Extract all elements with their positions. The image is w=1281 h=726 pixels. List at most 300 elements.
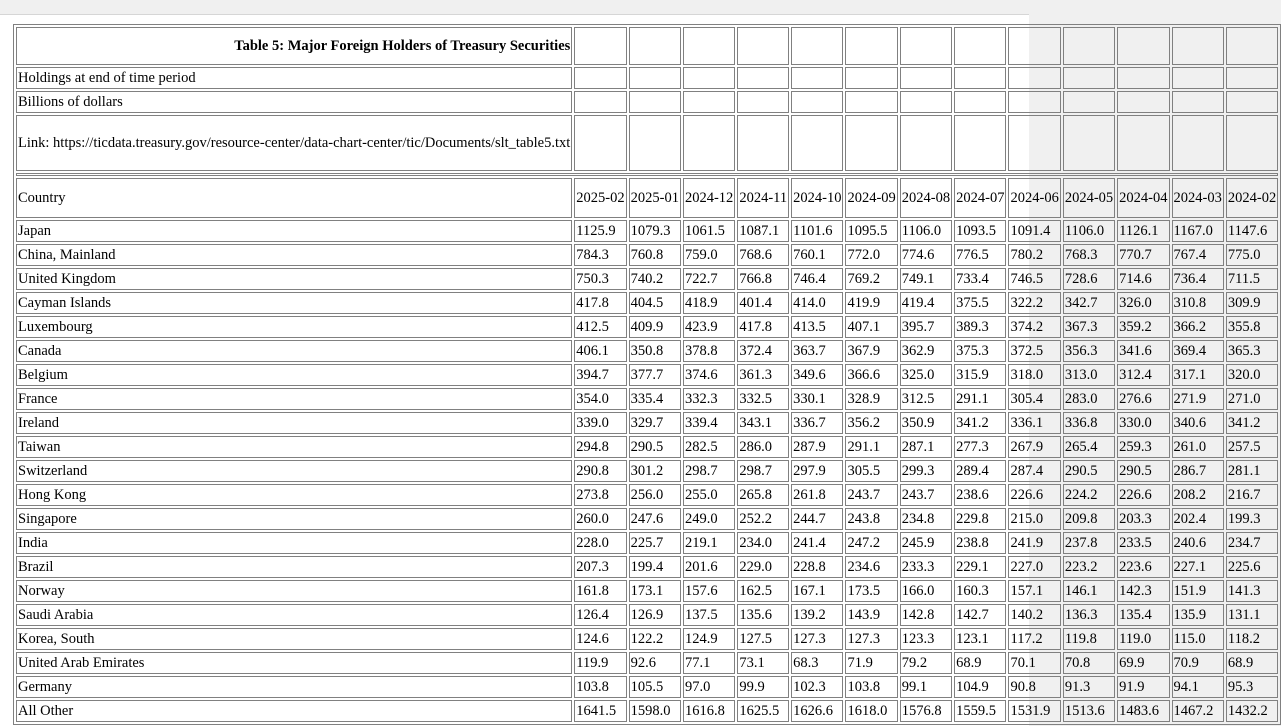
country-cell: France (16, 388, 572, 410)
value-cell: 760.8 (629, 244, 681, 266)
value-cell: 750.3 (574, 268, 626, 290)
country-cell: Belgium (16, 364, 572, 386)
value-cell: 208.2 (1172, 484, 1224, 506)
value-cell: 341.2 (954, 412, 1006, 434)
value-cell: 298.7 (683, 460, 735, 482)
value-cell: 365.3 (1226, 340, 1278, 362)
value-cell: 70.9 (1172, 652, 1224, 674)
value-cell: 226.6 (1008, 484, 1060, 506)
value-cell: 241.4 (791, 532, 843, 554)
value-cell: 374.6 (683, 364, 735, 386)
period-header: 2024-11 (737, 178, 789, 218)
value-cell: 310.8 (1172, 292, 1224, 314)
value-cell: 1483.6 (1117, 700, 1169, 722)
value-cell: 1641.5 (574, 700, 626, 722)
value-cell: 1626.6 (791, 700, 843, 722)
value-cell: 1616.8 (683, 700, 735, 722)
value-cell: 418.9 (683, 292, 735, 314)
value-cell: 234.8 (900, 508, 952, 530)
table-row (16, 436, 1278, 458)
value-cell: 749.1 (900, 268, 952, 290)
value-cell: 406.1 (574, 340, 626, 362)
value-cell: 291.1 (954, 388, 1006, 410)
value-cell: 69.9 (1117, 652, 1169, 674)
value-cell: 173.1 (629, 580, 681, 602)
table-row (16, 580, 1278, 602)
value-cell: 733.4 (954, 268, 1006, 290)
value-cell: 317.1 (1172, 364, 1224, 386)
period-header: 2024-06 (1008, 178, 1060, 218)
value-cell: 772.0 (845, 244, 897, 266)
value-cell: 417.8 (737, 316, 789, 338)
value-cell: 199.3 (1226, 508, 1278, 530)
value-cell: 287.9 (791, 436, 843, 458)
value-cell: 286.0 (737, 436, 789, 458)
value-cell: 157.1 (1008, 580, 1060, 602)
table-row (16, 628, 1278, 650)
value-cell: 126.9 (629, 604, 681, 626)
value-cell: 243.8 (845, 508, 897, 530)
table-row (16, 532, 1278, 554)
value-cell: 417.8 (574, 292, 626, 314)
table-row (16, 388, 1278, 410)
value-cell: 714.6 (1117, 268, 1169, 290)
value-cell: 1147.6 (1226, 220, 1278, 242)
value-cell: 124.6 (574, 628, 626, 650)
period-header: 2024-02 (1226, 178, 1278, 218)
value-cell: 233.5 (1117, 532, 1169, 554)
value-cell: 265.8 (737, 484, 789, 506)
country-cell: Ireland (16, 412, 572, 434)
value-cell: 71.9 (845, 652, 897, 674)
value-cell: 249.0 (683, 508, 735, 530)
value-cell: 99.1 (900, 676, 952, 698)
value-cell: 136.3 (1063, 604, 1115, 626)
value-cell: 287.1 (900, 436, 952, 458)
value-cell: 375.5 (954, 292, 1006, 314)
value-cell: 238.8 (954, 532, 1006, 554)
value-cell: 407.1 (845, 316, 897, 338)
value-cell: 291.1 (845, 436, 897, 458)
value-cell: 335.4 (629, 388, 681, 410)
value-cell: 77.1 (683, 652, 735, 674)
value-cell: 273.8 (574, 484, 626, 506)
value-cell: 784.3 (574, 244, 626, 266)
table-row (16, 460, 1278, 482)
value-cell: 767.4 (1172, 244, 1224, 266)
value-cell: 330.0 (1117, 412, 1169, 434)
value-cell: 95.3 (1226, 676, 1278, 698)
value-cell: 161.8 (574, 580, 626, 602)
value-cell: 350.8 (629, 340, 681, 362)
title-row (16, 27, 1278, 65)
value-cell: 79.2 (900, 652, 952, 674)
value-cell: 330.1 (791, 388, 843, 410)
value-cell: 252.2 (737, 508, 789, 530)
value-cell: 290.8 (574, 460, 626, 482)
link-row (16, 115, 1278, 171)
value-cell: 160.3 (954, 580, 1006, 602)
value-cell: 265.4 (1063, 436, 1115, 458)
value-cell: 146.1 (1063, 580, 1115, 602)
value-cell: 103.8 (574, 676, 626, 698)
value-cell: 229.0 (737, 556, 789, 578)
value-cell: 223.6 (1117, 556, 1169, 578)
value-cell: 247.2 (845, 532, 897, 554)
value-cell: 297.9 (791, 460, 843, 482)
value-cell: 234.0 (737, 532, 789, 554)
value-cell: 1061.5 (683, 220, 735, 242)
value-cell: 294.8 (574, 436, 626, 458)
value-cell: 423.9 (683, 316, 735, 338)
table-row (16, 220, 1278, 242)
value-cell: 395.7 (900, 316, 952, 338)
value-cell: 320.0 (1226, 364, 1278, 386)
table-row (16, 340, 1278, 362)
value-cell: 290.5 (629, 436, 681, 458)
value-cell: 247.6 (629, 508, 681, 530)
value-cell: 1559.5 (954, 700, 1006, 722)
value-cell: 283.0 (1063, 388, 1115, 410)
value-cell: 374.2 (1008, 316, 1060, 338)
value-cell: 760.1 (791, 244, 843, 266)
value-cell: 1106.0 (900, 220, 952, 242)
table-row (16, 652, 1278, 674)
value-cell: 774.6 (900, 244, 952, 266)
value-cell: 1576.8 (900, 700, 952, 722)
value-cell: 298.7 (737, 460, 789, 482)
value-cell: 209.8 (1063, 508, 1115, 530)
value-cell: 127.3 (791, 628, 843, 650)
value-cell: 216.7 (1226, 484, 1278, 506)
value-cell: 257.5 (1226, 436, 1278, 458)
value-cell: 142.8 (900, 604, 952, 626)
value-cell: 746.4 (791, 268, 843, 290)
country-header: Country (16, 178, 572, 218)
value-cell: 102.3 (791, 676, 843, 698)
value-cell: 361.3 (737, 364, 789, 386)
value-cell: 339.4 (683, 412, 735, 434)
value-cell: 162.5 (737, 580, 789, 602)
value-cell: 414.0 (791, 292, 843, 314)
value-cell: 123.1 (954, 628, 1006, 650)
value-cell: 312.4 (1117, 364, 1169, 386)
value-cell: 207.3 (574, 556, 626, 578)
value-cell: 286.7 (1172, 460, 1224, 482)
value-cell: 124.9 (683, 628, 735, 650)
value-cell: 282.5 (683, 436, 735, 458)
table-row (16, 604, 1278, 626)
subtitle-holdings: Holdings at end of time period (16, 67, 572, 89)
value-cell: 123.3 (900, 628, 952, 650)
value-cell: 140.2 (1008, 604, 1060, 626)
value-cell: 367.3 (1063, 316, 1115, 338)
value-cell: 141.3 (1226, 580, 1278, 602)
value-cell: 137.5 (683, 604, 735, 626)
value-cell: 135.9 (1172, 604, 1224, 626)
value-cell: 290.5 (1117, 460, 1169, 482)
table-row (16, 244, 1278, 266)
country-cell: Cayman Islands (16, 292, 572, 314)
value-cell: 122.2 (629, 628, 681, 650)
value-cell: 234.6 (845, 556, 897, 578)
table-row (16, 316, 1278, 338)
value-cell: 769.2 (845, 268, 897, 290)
value-cell: 419.9 (845, 292, 897, 314)
value-cell: 299.3 (900, 460, 952, 482)
value-cell: 142.7 (954, 604, 1006, 626)
table-row (16, 484, 1278, 506)
table-row (16, 268, 1278, 290)
value-cell: 224.2 (1063, 484, 1115, 506)
value-cell: 117.2 (1008, 628, 1060, 650)
value-cell: 240.6 (1172, 532, 1224, 554)
value-cell: 363.7 (791, 340, 843, 362)
value-cell: 780.2 (1008, 244, 1060, 266)
value-cell: 260.0 (574, 508, 626, 530)
country-cell: Taiwan (16, 436, 572, 458)
value-cell: 271.9 (1172, 388, 1224, 410)
value-cell: 369.4 (1172, 340, 1224, 362)
value-cell: 412.5 (574, 316, 626, 338)
value-cell: 336.8 (1063, 412, 1115, 434)
value-cell: 289.4 (954, 460, 1006, 482)
value-cell: 127.5 (737, 628, 789, 650)
value-cell: 255.0 (683, 484, 735, 506)
value-cell: 1125.9 (574, 220, 626, 242)
value-cell: 227.0 (1008, 556, 1060, 578)
value-cell: 103.8 (845, 676, 897, 698)
value-cell: 167.1 (791, 580, 843, 602)
value-cell: 329.7 (629, 412, 681, 434)
table-row (16, 364, 1278, 386)
value-cell: 290.5 (1063, 460, 1115, 482)
subtitle-units: Billions of dollars (16, 91, 572, 113)
value-cell: 199.4 (629, 556, 681, 578)
period-header: 2024-08 (900, 178, 952, 218)
value-cell: 372.4 (737, 340, 789, 362)
value-cell: 173.5 (845, 580, 897, 602)
header-row (16, 178, 1278, 218)
period-header: 2024-03 (1172, 178, 1224, 218)
value-cell: 409.9 (629, 316, 681, 338)
value-cell: 1091.4 (1008, 220, 1060, 242)
value-cell: 201.6 (683, 556, 735, 578)
value-cell: 404.5 (629, 292, 681, 314)
value-cell: 372.5 (1008, 340, 1060, 362)
value-cell: 332.3 (683, 388, 735, 410)
value-cell: 728.6 (1063, 268, 1115, 290)
value-cell: 342.7 (1063, 292, 1115, 314)
country-cell: Switzerland (16, 460, 572, 482)
value-cell: 234.7 (1226, 532, 1278, 554)
value-cell: 94.1 (1172, 676, 1224, 698)
value-cell: 219.1 (683, 532, 735, 554)
period-header: 2024-04 (1117, 178, 1169, 218)
period-header: 2025-01 (629, 178, 681, 218)
table-title: Table 5: Major Foreign Holders of Treasury Securities (16, 27, 572, 65)
value-cell: 70.8 (1063, 652, 1115, 674)
period-header: 2024-12 (683, 178, 735, 218)
value-cell: 276.6 (1117, 388, 1169, 410)
value-cell: 322.2 (1008, 292, 1060, 314)
value-cell: 736.4 (1172, 268, 1224, 290)
value-cell: 228.0 (574, 532, 626, 554)
value-cell: 355.8 (1226, 316, 1278, 338)
value-cell: 73.1 (737, 652, 789, 674)
value-cell: 1093.5 (954, 220, 1006, 242)
value-cell: 1126.1 (1117, 220, 1169, 242)
value-cell: 325.0 (900, 364, 952, 386)
value-cell: 1095.5 (845, 220, 897, 242)
value-cell: 233.3 (900, 556, 952, 578)
value-cell: 301.2 (629, 460, 681, 482)
country-cell: Singapore (16, 508, 572, 530)
value-cell: 341.2 (1226, 412, 1278, 434)
table-row (16, 292, 1278, 314)
value-cell: 151.9 (1172, 580, 1224, 602)
value-cell: 313.0 (1063, 364, 1115, 386)
value-cell: 68.9 (954, 652, 1006, 674)
period-header: 2024-05 (1063, 178, 1115, 218)
value-cell: 375.3 (954, 340, 1006, 362)
value-cell: 305.5 (845, 460, 897, 482)
value-cell: 223.2 (1063, 556, 1115, 578)
period-header: 2024-07 (954, 178, 1006, 218)
value-cell: 1087.1 (737, 220, 789, 242)
value-cell: 245.9 (900, 532, 952, 554)
value-cell: 143.9 (845, 604, 897, 626)
value-cell: 271.0 (1226, 388, 1278, 410)
value-cell: 359.2 (1117, 316, 1169, 338)
value-cell: 356.2 (845, 412, 897, 434)
table-row (16, 700, 1278, 722)
value-cell: 315.9 (954, 364, 1006, 386)
subtitle-row (16, 67, 1278, 89)
table-row (16, 556, 1278, 578)
value-cell: 228.8 (791, 556, 843, 578)
country-cell: Brazil (16, 556, 572, 578)
value-cell: 225.7 (629, 532, 681, 554)
value-cell: 1618.0 (845, 700, 897, 722)
value-cell: 401.4 (737, 292, 789, 314)
value-cell: 768.3 (1063, 244, 1115, 266)
value-cell: 227.1 (1172, 556, 1224, 578)
value-cell: 1467.2 (1172, 700, 1224, 722)
value-cell: 768.6 (737, 244, 789, 266)
country-cell: Norway (16, 580, 572, 602)
country-cell: Korea, South (16, 628, 572, 650)
value-cell: 97.0 (683, 676, 735, 698)
value-cell: 229.8 (954, 508, 1006, 530)
value-cell: 366.2 (1172, 316, 1224, 338)
value-cell: 244.7 (791, 508, 843, 530)
value-cell: 366.6 (845, 364, 897, 386)
country-cell: United Arab Emirates (16, 652, 572, 674)
value-cell: 215.0 (1008, 508, 1060, 530)
value-cell: 377.7 (629, 364, 681, 386)
value-cell: 202.4 (1172, 508, 1224, 530)
value-cell: 740.2 (629, 268, 681, 290)
value-cell: 309.9 (1226, 292, 1278, 314)
value-cell: 203.3 (1117, 508, 1169, 530)
value-cell: 237.8 (1063, 532, 1115, 554)
value-cell: 1513.6 (1063, 700, 1115, 722)
value-cell: 241.9 (1008, 532, 1060, 554)
value-cell: 287.4 (1008, 460, 1060, 482)
value-cell: 746.5 (1008, 268, 1060, 290)
value-cell: 339.0 (574, 412, 626, 434)
value-cell: 336.1 (1008, 412, 1060, 434)
value-cell: 135.6 (737, 604, 789, 626)
value-cell: 68.3 (791, 652, 843, 674)
value-cell: 349.6 (791, 364, 843, 386)
country-cell: Germany (16, 676, 572, 698)
value-cell: 90.8 (1008, 676, 1060, 698)
value-cell: 118.2 (1226, 628, 1278, 650)
value-cell: 362.9 (900, 340, 952, 362)
units-row (16, 91, 1278, 113)
country-cell: Hong Kong (16, 484, 572, 506)
value-cell: 226.6 (1117, 484, 1169, 506)
value-cell: 318.0 (1008, 364, 1060, 386)
value-cell: 326.0 (1117, 292, 1169, 314)
value-cell: 1531.9 (1008, 700, 1060, 722)
country-cell: Luxembourg (16, 316, 572, 338)
value-cell: 115.0 (1172, 628, 1224, 650)
country-cell: United Kingdom (16, 268, 572, 290)
value-cell: 126.4 (574, 604, 626, 626)
value-cell: 378.8 (683, 340, 735, 362)
country-cell: All Other (16, 700, 572, 722)
value-cell: 267.9 (1008, 436, 1060, 458)
value-cell: 225.6 (1226, 556, 1278, 578)
document-page (0, 14, 1277, 726)
country-cell: Saudi Arabia (16, 604, 572, 626)
value-cell: 104.9 (954, 676, 1006, 698)
value-cell: 766.8 (737, 268, 789, 290)
country-cell: Canada (16, 340, 572, 362)
country-cell: India (16, 532, 572, 554)
value-cell: 105.5 (629, 676, 681, 698)
value-cell: 259.3 (1117, 436, 1169, 458)
value-cell: 770.7 (1117, 244, 1169, 266)
value-cell: 119.8 (1063, 628, 1115, 650)
value-cell: 119.0 (1117, 628, 1169, 650)
value-cell: 243.7 (845, 484, 897, 506)
value-cell: 775.0 (1226, 244, 1278, 266)
value-cell: 91.3 (1063, 676, 1115, 698)
value-cell: 256.0 (629, 484, 681, 506)
value-cell: 341.6 (1117, 340, 1169, 362)
value-cell: 139.2 (791, 604, 843, 626)
value-cell: 332.5 (737, 388, 789, 410)
value-cell: 394.7 (574, 364, 626, 386)
value-cell: 1598.0 (629, 700, 681, 722)
value-cell: 70.1 (1008, 652, 1060, 674)
value-cell: 166.0 (900, 580, 952, 602)
value-cell: 340.6 (1172, 412, 1224, 434)
value-cell: 261.0 (1172, 436, 1224, 458)
value-cell: 91.9 (1117, 676, 1169, 698)
value-cell: 711.5 (1226, 268, 1278, 290)
value-cell: 229.1 (954, 556, 1006, 578)
value-cell: 1432.2 (1226, 700, 1278, 722)
value-cell: 92.6 (629, 652, 681, 674)
source-link[interactable]: Link: https://ticdata.treasury.gov/resource-center/data-chart-center/tic/Documents/slt_table5.txt (16, 115, 572, 171)
holders-table (13, 24, 1281, 725)
value-cell: 312.5 (900, 388, 952, 410)
